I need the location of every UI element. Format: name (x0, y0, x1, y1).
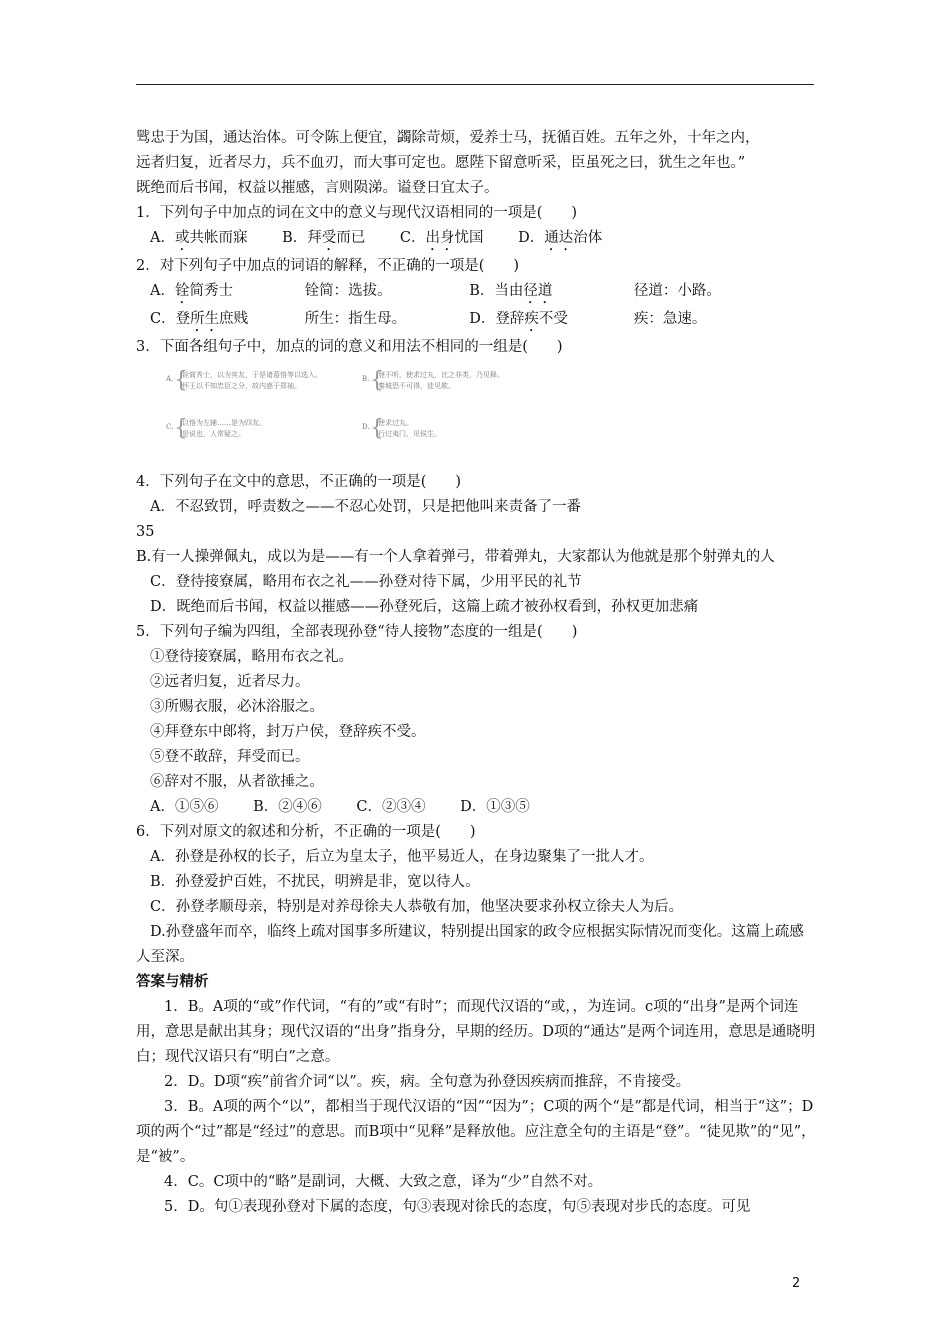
question-4-option-a: A．不忍致罚，呼责数之——不忍心处罚，只是把他叫来责备了一番 (150, 499, 581, 515)
option-a: A．①⑤⑥ (150, 799, 219, 815)
question-5-item: ⑥辞对不服，从者欲捶之。 (150, 774, 324, 790)
question-4-option-b: B.有一人操弹佩丸，成以为是——有一个人拿着弹弓，带着弹丸，大家都认为他就是那个射弹丸的人 (136, 549, 775, 565)
page-content (136, 126, 816, 1220)
option-c-image: C. { 以恪为左辅……是为四友。 是说也，人常疑之。 (166, 416, 266, 441)
brace-icon: { (370, 416, 384, 441)
question-5-item: ②远者归复，近者尽力。 (150, 674, 310, 690)
option-c-gloss: 所生：指生母。 (304, 311, 407, 327)
option-a: A．或共帐而寐 (150, 230, 248, 246)
question-2-options-row2 (136, 307, 816, 335)
option-d: D．通达治体 (518, 230, 603, 246)
option-d-image: D. { 使求过丸。 行过夷门，见侯生。 (362, 416, 441, 441)
page-number: 2 (792, 1276, 801, 1291)
question-2-options-row1 (136, 279, 816, 307)
passage-line: 骘忠于为国，通达治体。可令陈上便宜，蠲除苛烦，爱养士马，抚循百姓。五年之外，十年之内， (136, 130, 760, 146)
question-1-stem: 1．下列句子中加点的词在文中的意义与现代汉语相同的一项是( ) (136, 205, 578, 221)
question-6-option-b: B．孙登爱护百姓，不扰民，明辨是非，宽以待人。 (150, 874, 480, 890)
question-6-option-d: D.孙登盛年而卒，临终上疏对国事多所建议，特别提出国家的政令应根据实际情况而变化。这篇上疏感人至深。 (136, 924, 804, 965)
brace-icon: { (174, 368, 188, 393)
option-d-gloss: 疾：急速。 (633, 311, 707, 327)
question-3-stem: 3．下面各组句子中，加点的词的意义和用法不相同的一组是( ) (136, 339, 563, 355)
option-c: C．出身忧国 (399, 230, 484, 246)
brace-icon: { (174, 416, 188, 441)
question-6-option-c: C．孙登孝顺母亲，特别是对养母徐夫人恭敬有加，他坚决要求孙权立徐夫人为后。 (150, 899, 684, 915)
question-5-item: ③所赐衣服，必沐浴服之。 (150, 699, 324, 715)
option-b-gloss: 径道：小路。 (633, 283, 721, 299)
answers-section (136, 995, 816, 1220)
question-4-option-d: D．既绝而后书闻，权益以摧感——孙登死后，这篇上疏才被孙权看到，孙权更加悲痛 (150, 599, 699, 615)
brace-icon: { (370, 368, 384, 393)
answers-heading: 答案与精析 (136, 974, 209, 990)
option-a-image: A. { 铨简秀士，以为宾友，于是诸葛恪等以选入。 怀王以不知忠臣之分，故内惑于郑袖。 (166, 368, 322, 393)
option-c: C．登所生庶贱 (150, 311, 249, 327)
question-4-option-c: C．登待接寮属，略用布衣之礼——孙登对待下属，少用平民的礼节 (150, 574, 582, 590)
option-b: B．②④⑥ (253, 799, 322, 815)
passage-line: 远者归复，近者尽力，兵不血刃，而大事可定也。愿陛下留意听采，臣虽死之曰，犹生之年也。” (136, 155, 746, 171)
option-b: B．拜受而已 (282, 230, 366, 246)
option-a-gloss: 铨简：选拔。 (304, 283, 392, 299)
answer-3: 3．B。A项的两个“以”，都相当于现代汉语的“因”“因为”；C项的两个“是”都是代词，相当于“这”；D项的两个“过”都是“经过”的意思。而B项中“见释”是释放他。应注意全句的主语是“登”。“徒见欺”的“见”，是“被”。 (136, 1099, 816, 1165)
option-d: D．①③⑤ (460, 799, 530, 815)
answer-2: 2．D。D项“疾”前省介词“以”。疾，病。全句意为孙登因疾病而推辞，不肯接受。 (164, 1074, 691, 1090)
passage-line: 既绝而后书闻，权益以摧感，言则陨涕。谥登日宜太子。 (136, 180, 499, 196)
option-c: C．②③④ (356, 799, 426, 815)
option-b-image: B. { 登不听，使求过丸，比之非类，乃见释。 秦城恐不可得，徒见欺。 (362, 368, 504, 393)
question-5-item: ①登待接寮属，略用布衣之礼。 (150, 649, 353, 665)
answer-1: 1．B。A项的“或”作代词，“有的”或“有时”；而现代汉语的“或，，为连词。c项的“出身”是两个词连用，意思是献出其身；现代汉语的“出身”指身分，早期的经历。D项的“通达”是两个词连用，意思是通晓明白；现代汉语只有“明白”之意。 (136, 999, 816, 1065)
question-5-item: ⑤登不敢辞，拜受而已。 (150, 749, 310, 765)
question-5-stem: 5．下列句子编为四组，全部表现孙登“待人接物”态度的一组是( ) (136, 624, 578, 640)
stray-number: 35 (136, 524, 155, 540)
answer-5: 5．D。句①表现孙登对下属的态度，句③表现对徐氏的态度，句⑤表现对步氏的态度。可见 (164, 1199, 751, 1215)
question-6-stem: 6．下列对原文的叙述和分析，不正确的一项是( ) (136, 824, 476, 840)
question-5-item: ④拜登东中郎将，封万户侯，登辞疾不受。 (150, 724, 426, 740)
question-4-stem: 4．下列句子在文中的意思，不正确的一项是( ) (136, 474, 462, 490)
answer-4: 4．C。C项中的“略”是副词，大概、大致之意，译为“少”自然不对。 (164, 1174, 603, 1190)
question-3-figure-bottom (136, 418, 816, 468)
question-5-options (136, 795, 816, 820)
question-3-figure-top (136, 362, 816, 416)
option-b: B．当由径道 (469, 283, 553, 299)
question-2-stem: 2．对下列句子中加点的词语的解释，不正确的一项是( ) (136, 258, 520, 274)
option-d: D．登辞疾不受 (469, 311, 568, 327)
header-rule (136, 84, 814, 85)
option-a: A．铨简秀士 (150, 283, 233, 299)
question-6-option-a: A．孙登是孙权的长子，后立为皇太子，他平易近人，在身边聚集了一批人才。 (150, 849, 654, 865)
question-1-options (136, 226, 816, 254)
